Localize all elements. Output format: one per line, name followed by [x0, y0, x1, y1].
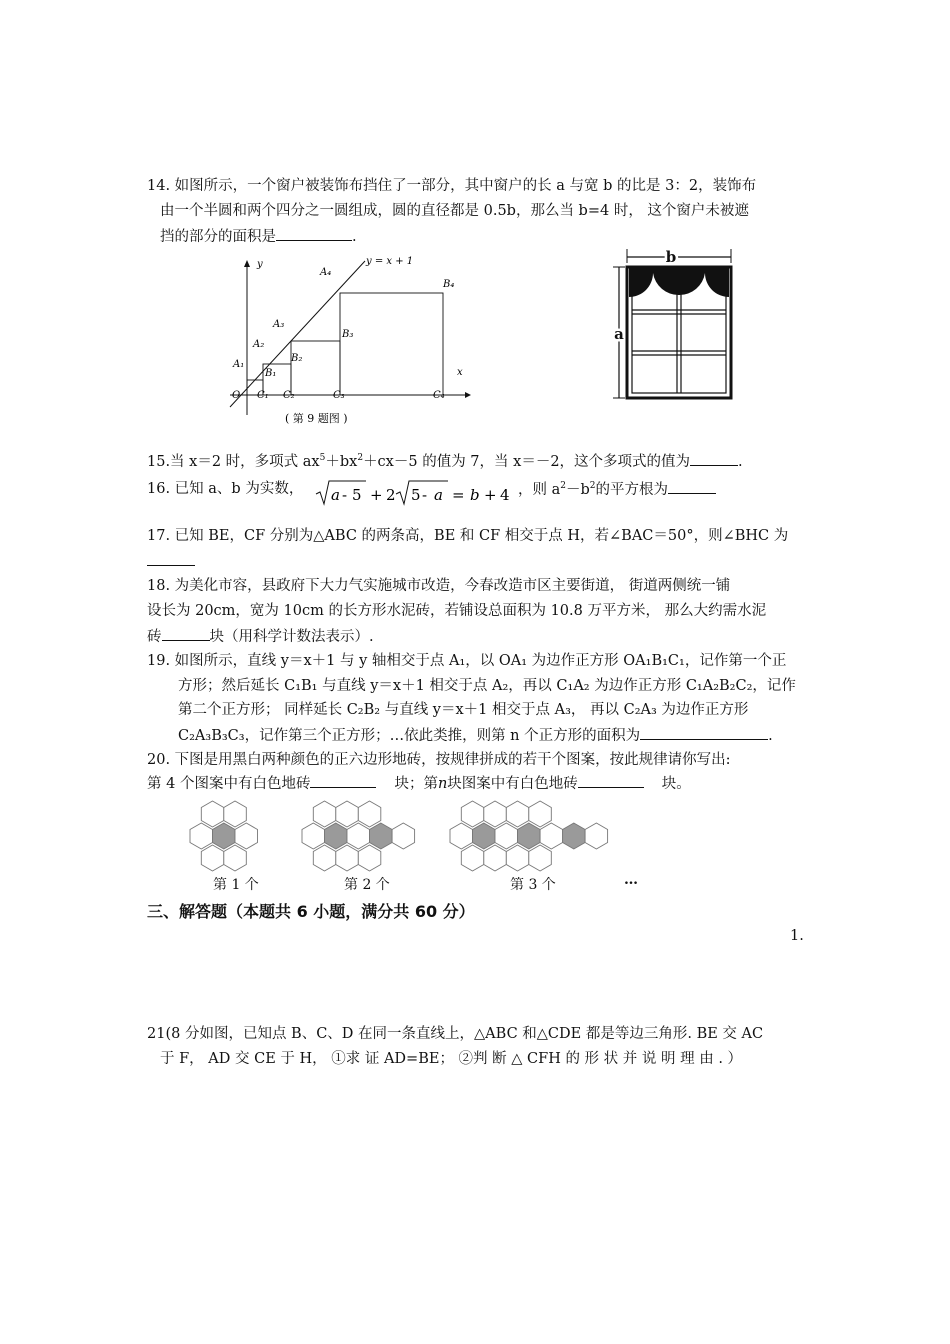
q18-line2: 设长为 20cm，宽为 10cm 的长方形水泥砖，若铺设总面积为 10.8 万平方米， 那么大约需水泥: [147, 603, 767, 619]
section3-title: 三、解答题（本题共 6 小题，满分共 60 分）: [147, 902, 475, 921]
hex-tile-white: [484, 845, 507, 871]
q19-line4: [178, 725, 773, 746]
hex-tile-white: [495, 823, 518, 849]
q14-line3: 挡的部分的面积是 .: [160, 226, 357, 247]
q20-answer-blank-1[interactable]: [310, 773, 376, 788]
fig9-C3-label: C₃: [333, 390, 345, 401]
fig9-origin-label: O: [232, 390, 241, 401]
q15-answer-blank[interactable]: [690, 451, 738, 466]
svg-text:5: 5: [352, 486, 362, 504]
q18-line3b: 块（用科学计数法表示）.: [209, 629, 374, 645]
window-figure: [605, 245, 755, 405]
hex-tile-white: [201, 845, 224, 871]
q20-line2b: 块；第: [394, 776, 438, 792]
fig9-A4-label: A₄: [320, 267, 332, 278]
svg-text:+: +: [370, 486, 383, 504]
fig9-x-label: x: [457, 367, 463, 378]
q17-line1: 17. 已知 BE，CF 分别为△ABC 的两条高，BE 和 CF 相交于点 H，若∠BAC＝50°，则∠BHC 为: [147, 528, 789, 544]
hex-caption-1: 第 1 个: [213, 877, 259, 893]
fig9-line-label: y = x + 1: [366, 256, 414, 267]
hex-tile-black: [473, 823, 496, 849]
q19-line2: 方形；然后延长 C₁B₁ 与直线 y＝x＋1 相交于点 A₂，再以 C₁A₂ 为边作正方形 C₁A₂B₂C₂，记作: [178, 678, 796, 694]
fig9-caption: ( 第 9 题图 ): [285, 412, 348, 425]
window-a-label: a: [614, 325, 624, 343]
q15-line: 15.当 x＝2 时，多项式 $ax^5+bx^2+cx-5$ 的值为 7，当 x＝－2，这个多项式的值为 .: [147, 451, 743, 472]
hex-patterns: [180, 800, 620, 875]
q15-text-a: 15.当 x＝2 时，多项式 ax: [147, 454, 320, 470]
fig9-B2-label: B₂: [291, 353, 303, 364]
hex-tile-white: [461, 845, 484, 871]
fig9-x-arrow: [465, 392, 471, 398]
svg-text:-: -: [422, 486, 428, 504]
q16-suffix-b: －b: [566, 482, 590, 498]
hex-tile-black: [325, 823, 348, 849]
q20-line2: [147, 773, 691, 794]
q20-line2d: 块。: [661, 776, 691, 792]
fig9-B1-label: B₁: [265, 368, 277, 379]
window-curtain: [629, 267, 729, 297]
hex-tile-black: [370, 823, 393, 849]
hex-tile-black: [518, 823, 541, 849]
q19-answer-blank[interactable]: [640, 725, 768, 740]
q16-answer-blank[interactable]: [668, 479, 716, 494]
q16-suffix: ，则 $a^2-b^2$的平方根为: [518, 479, 716, 500]
hex-tile-white: [336, 801, 359, 827]
fig9-square-4: [340, 293, 443, 395]
page-mark: 1.: [790, 928, 804, 944]
fig9-A1-label: A₁: [233, 359, 245, 370]
hex-tile-white: [224, 845, 247, 871]
hex-tile-white: [540, 823, 563, 849]
hex-tile-black: [563, 823, 586, 849]
q18-answer-blank[interactable]: [162, 626, 210, 641]
fig9-A3-label: A₃: [273, 319, 285, 330]
q16-suffix-a: ，则 a: [518, 482, 561, 498]
hex-tile-white: [190, 823, 213, 849]
hex-ellipsis: …: [624, 872, 638, 888]
svg-text:+: +: [484, 486, 497, 504]
hex-tile-white: [224, 801, 247, 827]
hex-tile-white: [392, 823, 415, 849]
q19-line3: 第二个正方形； 同样延长 C₂B₂ 与直线 y＝x＋1 相交于点 A₃， 再以 C₂A₃ 为边作正方形: [178, 702, 749, 718]
svg-text:b: b: [470, 486, 480, 504]
fig9-A2-label: A₂: [253, 339, 265, 350]
q21-line2: 于 F， AD 交 CE 于 H， ①求 证 AD=BE； ②判 断 △ CFH 的 形 状 并 说 明 理 由 . ）: [160, 1051, 743, 1067]
hex-tile-white: [235, 823, 258, 849]
q16-suffix-c: 的平方根为: [595, 482, 669, 498]
q15-text-c: ＋cx－5 的值为 7，当 x＝－2，这个多项式的值为: [363, 454, 691, 470]
q18-line3a: 砖: [147, 629, 162, 645]
fig9-C4-label: C₄: [433, 390, 445, 401]
hex-tile-white: [302, 823, 325, 849]
q17-answer-blank[interactable]: [147, 551, 195, 566]
q19-line1: 19. 如图所示，直线 y＝x＋1 与 y 轴相交于点 A₁，以 OA₁ 为边作正方形 OA₁B₁C₁，记作第一个正: [147, 653, 787, 669]
fig9-y-label: y: [257, 259, 263, 270]
hex-tile-white: [506, 801, 529, 827]
hex-tile-white: [529, 801, 552, 827]
q16-line: [147, 479, 303, 499]
hex-tile-white: [358, 845, 381, 871]
fig9-B4-label: B₄: [443, 279, 455, 290]
fig9-square-3: [291, 341, 340, 395]
q21-line1: 21(8 分如图，已知点 B、C、D 在同一条直线上，△ABC 和△CDE 都是等边三角形. BE 交 AC: [147, 1026, 764, 1042]
q14-answer-blank[interactable]: [276, 226, 352, 241]
svg-text:2: 2: [386, 486, 396, 504]
q14-line2: 由一个半圆和两个四分之一圆组成，圆的直径都是 0.5b，那么当 b=4 时， 这个窗户未被遮: [160, 203, 749, 219]
hex-tile-white: [529, 845, 552, 871]
window-b-label: b: [665, 248, 677, 266]
hex-tile-white: [313, 845, 336, 871]
q15-end: .: [738, 454, 743, 470]
hex-tile-white: [347, 823, 370, 849]
hex-tile-white: [201, 801, 224, 827]
q19-end: .: [768, 728, 773, 744]
svg-text:=: =: [452, 486, 465, 504]
fig9-diagram: [225, 255, 475, 425]
q18-line1: 18. 为美化市容，县政府下大力气实施城市改造，今春改造市区主要街道， 街道两侧统一铺: [147, 578, 731, 594]
q20-line1: 20. 下图是用黑白两种颜色的正六边形地砖，按规律拼成的若干个图案，按此规律请你写出:: [147, 752, 731, 768]
q14-line3-text: 挡的部分的面积是: [160, 229, 276, 245]
fig9-y-arrow: [244, 260, 250, 267]
hex-tile-white: [461, 801, 484, 827]
q16-prefix: 16. 已知 a、b 为实数，: [147, 481, 304, 497]
q20-line2n: n: [437, 776, 448, 792]
q20-answer-blank-2[interactable]: [578, 773, 644, 788]
fig9-C2-label: C₂: [283, 390, 295, 401]
svg-text:-: -: [342, 486, 348, 504]
hex-caption-3: 第 3 个: [510, 877, 556, 893]
q15-text-b: ＋bx: [325, 454, 358, 470]
q19-line4-text: C₂A₃B₃C₃，记作第三个正方形；…依此类推，则第 n 个正方形的面积为: [178, 728, 641, 744]
q18-line3: [147, 626, 374, 647]
fig9-C1-label: C₁: [257, 390, 269, 401]
svg-text:4: 4: [500, 486, 510, 504]
q20-line2c: 块图案中有白色地砖: [447, 776, 578, 792]
hex-tile-white: [313, 801, 336, 827]
q16-formula: [314, 476, 526, 510]
svg-text:a: a: [331, 486, 340, 504]
hex-tile-white: [336, 845, 359, 871]
hex-tile-white: [358, 801, 381, 827]
hex-tile-white: [484, 801, 507, 827]
svg-text:5: 5: [411, 486, 421, 504]
fig9-B3-label: B₃: [342, 329, 354, 340]
hex-caption-2: 第 2 个: [344, 877, 390, 893]
hex-tile-white: [585, 823, 608, 849]
q17-line2: [147, 551, 195, 572]
q20-line2a: 第 4 个图案中有白色地砖: [147, 776, 311, 792]
hex-tile-white: [450, 823, 473, 849]
hex-tile-black: [213, 823, 236, 849]
q14-line1: 14. 如图所示，一个窗户被装饰布挡住了一部分，其中窗户的长 a 与宽 b 的比是 3：2，装饰布: [147, 178, 757, 194]
svg-text:a: a: [434, 486, 443, 504]
hex-tile-white: [506, 845, 529, 871]
